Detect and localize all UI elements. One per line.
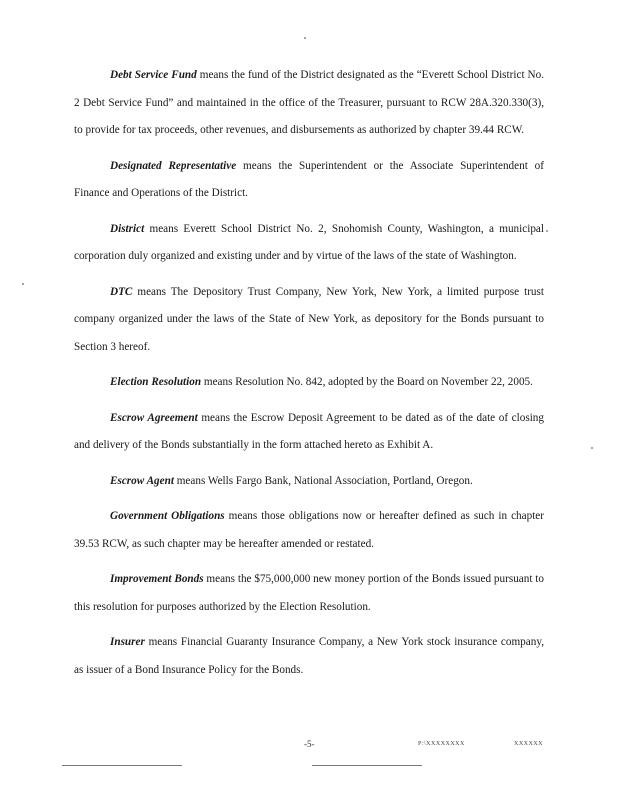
definition-text: means Financial Guaranty Insurance Company, a New York stock insurance company, as issuer of a Bond Insurance Policy for the Bonds.: [74, 636, 544, 676]
defined-term: DTC: [110, 285, 133, 298]
definition-government-obligations: [74, 503, 544, 558]
scan-speck: [546, 230, 548, 232]
defined-term: Improvement Bonds: [110, 573, 204, 585]
scan-speck: [304, 37, 306, 39]
document-version: XXXXXX: [514, 741, 543, 747]
defined-term: Government Obligations: [110, 510, 225, 522]
definition-election-resolution: [74, 369, 544, 397]
definition-escrow-agreement: [74, 405, 544, 460]
defined-term: Insurer: [110, 636, 145, 648]
defined-term: Debt Service Fund: [110, 69, 197, 81]
defined-term: Election Resolution: [110, 376, 202, 388]
definition-text: means the Superintendent or the Associate Superintendent of Finance and Operations of the District.: [74, 159, 544, 199]
definition-text: means those obligations now or hereafter defined as such in chapter 39.53 RCW, as such chapter may be hereafter amended or restated.: [74, 510, 544, 550]
definition-dtc: [74, 279, 544, 362]
defined-term: Designated Representative: [110, 159, 237, 172]
definition-designated-representative: [74, 153, 544, 208]
definition-improvement-bonds: [74, 566, 544, 621]
definition-text: means the $75,000,000 new money portion of the Bonds issued pursuant to this resolution for purposes authorized by the Election Resolution.: [74, 573, 544, 613]
scan-speck: [22, 283, 24, 285]
definition-insurer: [74, 629, 544, 684]
defined-term: Escrow Agent: [110, 474, 174, 487]
definition-debt-service-fund: [74, 62, 544, 145]
defined-term: District: [110, 222, 145, 235]
definition-text: means The Depository Trust Company, New York, New York, a limited purpose trust company organized under the laws of the State of New York, as depository for the Bonds pursuant to Section 3 hereof.: [74, 285, 544, 353]
definition-text: means the Escrow Deposit Agreement to be dated as of the date of closing and delivery of the Bonds substantially in the form attached hereto as Exhibit A.: [74, 411, 544, 451]
scan-speck: [591, 447, 593, 449]
definition-escrow-agent: [74, 468, 544, 496]
page-footer: [0, 737, 618, 767]
scan-artifact-line: [312, 765, 422, 766]
defined-term: Escrow Agreement: [110, 411, 198, 424]
scan-artifact-line: [62, 765, 182, 766]
definition-text: means Everett School District No. 2, Snohomish County, Washington, a municipal corporation duly organized and existing under and by virtue of the laws of the state of Washington.: [74, 222, 544, 262]
definition-district: [74, 216, 544, 271]
definitions-section: [74, 62, 544, 692]
definition-text: means Resolution No. 842, adopted by the Board on November 22, 2005.: [201, 376, 533, 388]
definition-text: means the fund of the District designated as the “Everett School District No. 2 Debt Service Fund” and maintained in the office of the Treasurer, pursuant to RCW 28A.320.330(3), to provide for tax proceeds, other revenues, and disbursements as authorized by chapter 39.44 RCW.: [74, 69, 545, 136]
page-number: -5-: [304, 739, 315, 749]
definition-text: means Wells Fargo Bank, National Association, Portland, Oregon.: [173, 474, 473, 487]
document-id: P:\XXXXXXXX: [418, 741, 465, 747]
